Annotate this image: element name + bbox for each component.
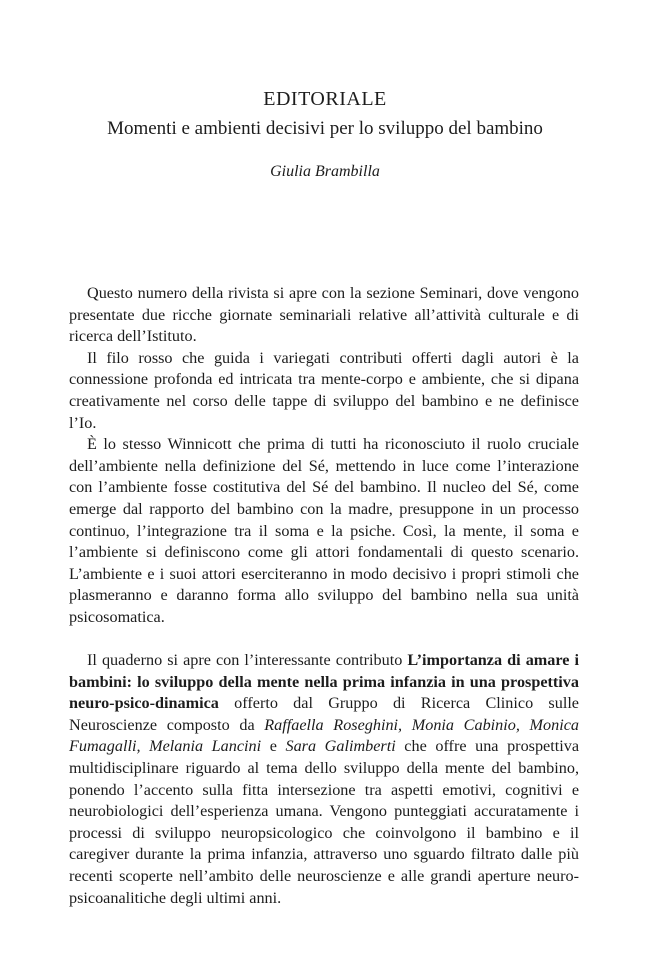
- contribution-title: L’importanza di amare i bambini: lo sviluppo della mente nella prima infanzia in una prospettiva neuro-psico-dinamica: [69, 651, 579, 713]
- author-list: Raffaella Roseghini, Monia Cabinio, Monica Fumagalli, Melania Lancini: [69, 715, 579, 756]
- article-subtitle: Momenti e ambienti decisivi per lo sviluppo del bambino: [107, 118, 543, 139]
- paragraph-4: [69, 650, 579, 909]
- article-body: [69, 283, 579, 909]
- section-title: EDITORIALE: [263, 88, 387, 110]
- p4-text-3: e: [261, 737, 286, 756]
- author-name: Giulia Brambilla: [270, 163, 380, 180]
- editorial-header: [0, 85, 650, 183]
- p4-text-2: offerto dal Gruppo di Ricerca Clinico sulle Neuroscienze composto da: [69, 694, 579, 734]
- p4-text-4: che offre una prospettiva multidisciplinare riguardo al tema dello sviluppo della mente del bambino, ponendo l’accento sulla fitta intersezione tra aspetti emotivi, cognitivi e neurobiologici dell’esperienza umana. Vengono punteggiati accuratamente i processi di sviluppo neuropsicologico che coinvolgono il bambino e il caregiver durante la prima infanzia, attraverso uno sguardo filtrato dalle più recenti scoperte nell’ambito delle neuroscienze e alle grandi aperture neuro-psicoanalitiche degli ultimi anni.: [69, 737, 580, 907]
- paragraph-2: Il filo rosso che guida i variegati contributi offerti dagli autori è la connessione profonda ed intricata tra mente-corpo e ambiente, che si dipana creativamente nel corso delle tappe di sviluppo del bambino e ne definisce l’Io.: [69, 348, 579, 432]
- author-last: Sara Galimberti: [285, 737, 396, 756]
- p4-text-1: Il quaderno si apre con l’interessante contributo: [87, 651, 408, 670]
- paragraph-3: È lo stesso Winnicott che prima di tutti ha riconosciuto il ruolo cruciale dell’ambiente nella definizione del Sé, mettendo in luce come l’interazione con l’ambiente fosse costitutiva del Sé del bambino. Il nucleo del Sé, come emerge dal rapporto del bambino con la madre, presuppone in un processo continuo, l’integrazione tra il soma e la psiche. Così, la mente, il soma e l’ambiente si definiscono come gli attori fondamentali di questo scenario. L’ambiente e i suoi attori eserciteranno in modo decisivo i propri stimoli che plasmeranno e daranno forma allo sviluppo del bambino nella sua unità psicosomatica.: [69, 435, 579, 626]
- paragraph-1: Questo numero della rivista si apre con la sezione Seminari, dove vengono presentate due ricche giornate seminariali relative all’attività culturale e di ricerca dell’Istituto.: [69, 284, 579, 346]
